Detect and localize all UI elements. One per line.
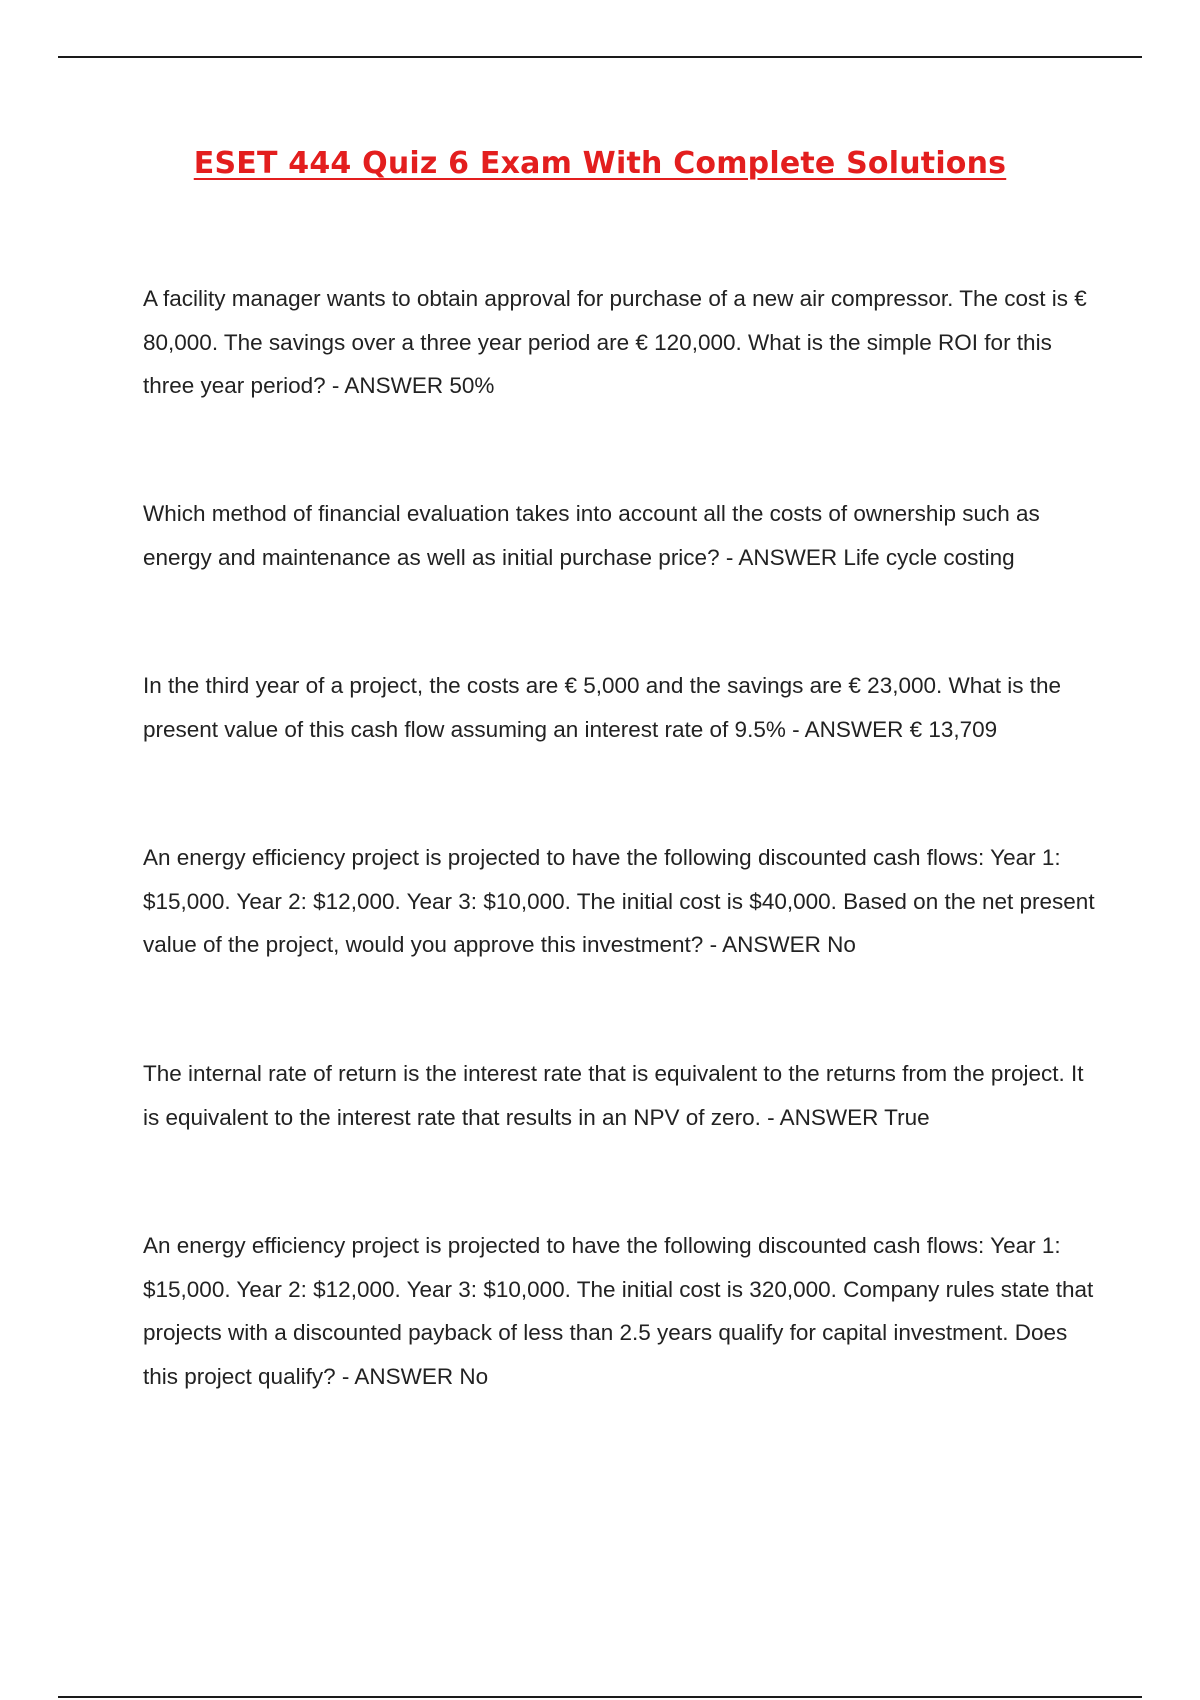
document-title-block (0, 146, 1200, 181)
question-answer-6: An energy efficiency project is projected to have the following discounted cash flows: Year 1: $15,000. Year 2: $12,000. Year 3: $10,000. The initial cost is 320,000. Company rules state that projects with a discounted payback of less than 2.5 years qualify for capital investment. Does this project qualify? - ANSWER No (143, 1233, 1094, 1389)
question-answer-4: An energy efficiency project is projected to have the following discounted cash flows: Year 1: $15,000. Year 2: $12,000. Year 3: $10,000. The initial cost is $40,000. Based on the net present value of the project, would you approve this investment? - ANSWER No (143, 845, 1095, 957)
footer-divider (58, 1696, 1142, 1698)
question-answer-1: A facility manager wants to obtain approval for purchase of a new air compressor. The cost is € 80,000. The savings over a three year period are € 120,000. What is the simple ROI for this three year period? - ANSWER 50% (143, 286, 1087, 398)
header-divider (58, 56, 1142, 58)
document-title: ESET 444 Quiz 6 Exam With Complete Solutions (193, 146, 1007, 181)
question-answer-5: The internal rate of return is the interest rate that is equivalent to the returns from the project. It is equivalent to the interest rate that results in an NPV of zero. - ANSWER True (143, 1061, 1084, 1130)
question-answer-2: Which method of financial evaluation takes into account all the costs of ownership such as energy and maintenance as well as initial purchase price? - ANSWER Life cycle costing (143, 501, 1040, 570)
question-answer-3: In the third year of a project, the costs are € 5,000 and the savings are € 23,000. What is the present value of this cash flow assuming an interest rate of 9.5% - ANSWER € 13,709 (143, 673, 1062, 742)
